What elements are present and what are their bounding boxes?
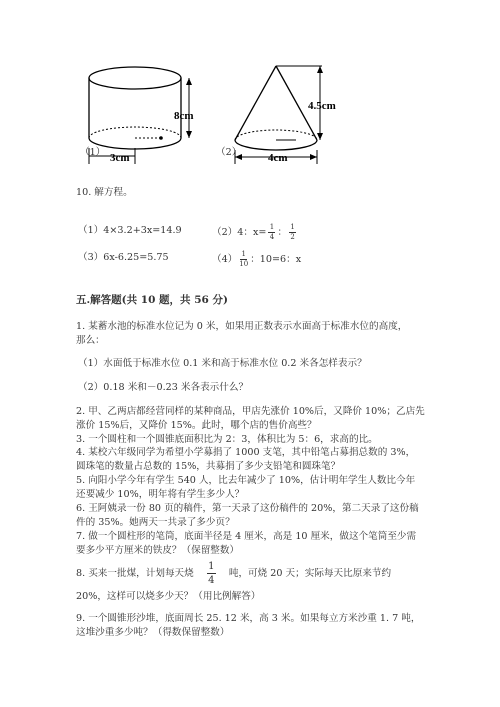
q6-line2: 件的 35%。她两天一共录了多少页？	[76, 517, 235, 528]
q1-sub1: （1）水面低于标准水位 0.1 米和高于标准水位 0.2 米各怎样表示？	[78, 358, 367, 369]
q10-eq2-prefix: （2）4：x=	[212, 227, 267, 238]
q5-line2: 还要减少 10%，明年将有学生多少人？	[76, 489, 245, 500]
q1-line1: 1. 某蓄水池的标准水位记为 0 米，如果用正数表示水面高于标准水位的高度，	[76, 321, 408, 332]
q2-line2: 涨价 15%后，又降价 15%。此时，哪个店的售价高些？	[76, 420, 317, 431]
q10-eq4-prefix: （4）	[212, 254, 238, 265]
q8-text-b: 吨，可烧 20 天；实际每天比原来节约	[228, 568, 392, 579]
cone-height-label: 4.5cm	[308, 100, 336, 112]
cone-drawing	[230, 60, 360, 170]
q10-eq2	[212, 224, 298, 241]
q8-text-a: 8. 买来一批煤，计划每天烧	[76, 568, 194, 579]
fraction-denominator: 4	[208, 575, 215, 586]
q5-line1: 5. 向阳小学今年有学生 540 人，比去年减少了 10%，估计明年学生人数比今年	[76, 475, 416, 486]
q10-eq3: （3）6x-6.25=5.75	[78, 252, 169, 263]
q7-line2: 要多少平方厘米的铁皮？（保留整数）	[76, 545, 240, 556]
q10-eq4	[212, 251, 301, 268]
fraction-numerator: 1	[208, 561, 215, 572]
fraction-numerator: 1	[290, 223, 295, 231]
q10-eq2-colon: ：	[277, 227, 288, 238]
fraction-numerator: 1	[269, 223, 275, 231]
q10-eq2-fraction2	[289, 224, 296, 241]
q10-eq1: （1）4×3.2+3x=14.9	[78, 225, 182, 236]
cone-figure	[230, 60, 360, 170]
q2-line1: 2. 甲、乙两店都经营同样的某种商品，甲店先涨价 10%后，又降价 10%；乙店先	[76, 406, 425, 417]
q4-line2: 圆珠笔的数量占总数的 15%，共募捐了多少支铅笔和圆珠笔？	[76, 461, 341, 472]
q10-eq4-suffix: ：10=6：x	[250, 254, 302, 265]
q7-line1: 7. 做一个圆柱形的笔筒，底面半径是 4 厘米，高是 10 厘米，做这个笔筒至少需	[76, 531, 417, 542]
q9-line1: 9. 一个圆锥形沙堆，底面周长 25. 12 米，高 3 米。如果每立方米沙重 1. 7 吨，	[76, 613, 421, 624]
q8-line2: 20%，这样可以烧多少天？（用比例解答）	[76, 591, 261, 602]
cone-diameter-label: 4cm	[268, 152, 288, 164]
q3: 3. 一个圆柱和一个圆锥底面积比为 2：3，体积比为 5：6，求高的比。	[76, 434, 378, 445]
q1-sub2: （2）0.18 米和－0.23 米各表示什么？	[78, 382, 249, 393]
fraction-denominator: 2	[290, 233, 295, 241]
q4-line1: 4. 某校六年级同学为希望小学募捐了 1000 支笔，其中铅笔占募捐总数的 3%，	[76, 447, 416, 458]
q1-line2: 那么：	[76, 335, 105, 346]
q6-line1: 6. 王阿姨录一份 80 页的稿件，第一天录了这份稿件的 20%，第二天录了这份稿	[76, 503, 419, 514]
q10-eq2-fraction1	[268, 224, 275, 241]
cylinder-diameter-label: 3cm	[110, 152, 130, 164]
q9-line2: 这堆沙重多少吨？（得数保留整数）	[76, 627, 230, 638]
fraction-denominator: 10	[239, 260, 249, 268]
q8-line1	[76, 560, 391, 588]
cylinder-figure-label: （1）	[80, 147, 106, 158]
q10-eq4-fraction	[239, 251, 248, 268]
fraction-numerator: 1	[241, 250, 246, 258]
q10-title: 10. 解方程。	[76, 187, 133, 198]
q8-fraction	[207, 561, 216, 586]
cone-figure-label: （2）	[216, 147, 242, 158]
fraction-denominator: 4	[269, 233, 275, 241]
cylinder-height-label: 8cm	[174, 110, 194, 122]
section5-title: 五.解答题(共 10 题，共 56 分)	[76, 294, 228, 306]
